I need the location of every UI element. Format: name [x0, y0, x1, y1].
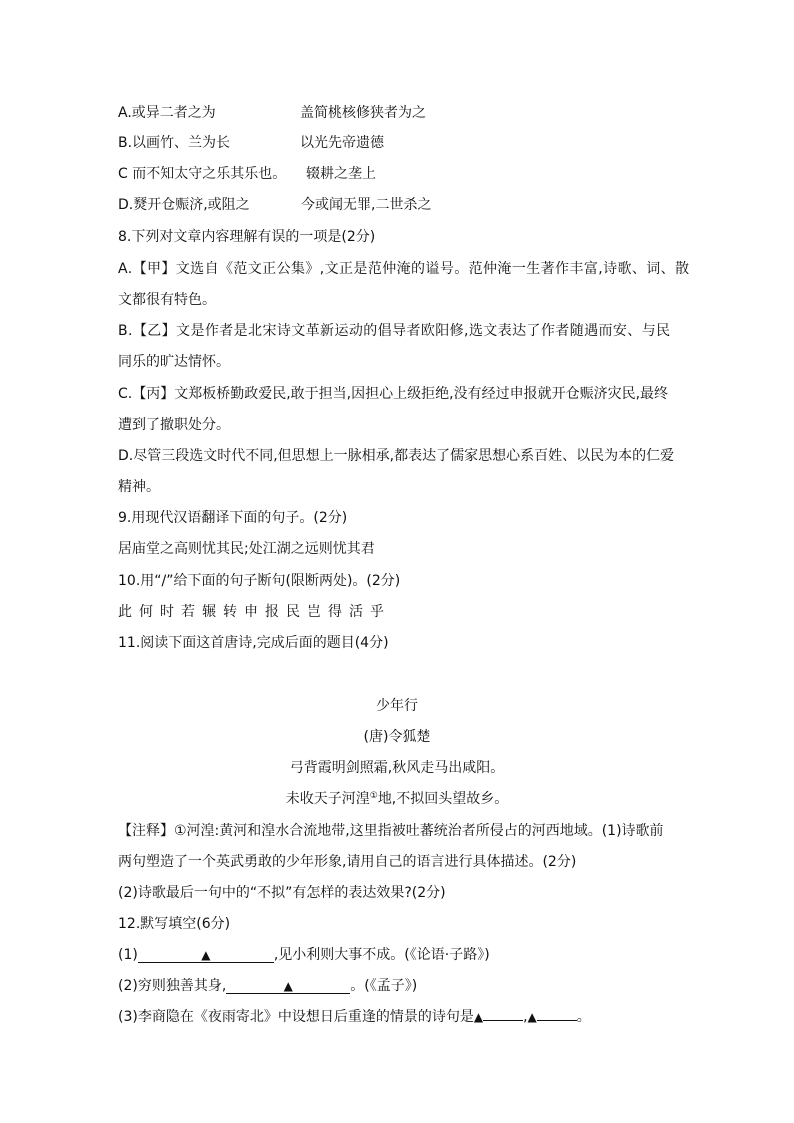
poem-line-2-part-b: 地,不拟回头望故乡。 [377, 791, 509, 807]
q12-line-3-prefix: (3)李商隐在《夜雨寄北》中设想日后重逢的情景的诗句是 [118, 1009, 474, 1025]
q11-subquestion-2: (2)诗歌最后一句中的“不拟”有怎样的表达效果?(2分) [118, 885, 446, 901]
q12-line-1 [118, 946, 490, 964]
q8-option-c-line2: 遭到了撤职处分。 [118, 417, 230, 433]
q7-option-d-left: D.燹开仓赈济,或阻之 [118, 197, 250, 213]
q7-option-d [118, 196, 432, 214]
q7-option-b-left: B.以画竹、兰为长 [118, 135, 231, 151]
poem-author: (唐)令狐楚 [363, 729, 431, 745]
q8-option-d-line2: 精神。 [118, 479, 160, 495]
poem-line-1: 弓背霞明剑照霜,秋风走马出咸阳。 [289, 760, 505, 776]
q7-option-c-right: 辍耕之垄上 [306, 166, 376, 182]
footnote-marker: ① [369, 791, 378, 801]
q9-sentence: 居庙堂之高则忧其民;处江湖之远则忧其君 [118, 541, 375, 557]
q8-stem: 8.下列对文章内容理解有误的一项是(2分) [118, 229, 376, 245]
q8-option-c-line1: C.【丙】文郑板桥勤政爱民,敢于担当,因担心上级拒绝,没有经过申报就开仓赈济灾民,最终 [118, 386, 669, 402]
q10-sentence: 此何时若辗转申报民岂得活乎 [118, 604, 391, 620]
q7-option-a-right: 盖简桃核修狭者为之 [300, 105, 426, 121]
answer-blank-4[interactable] [537, 1020, 577, 1021]
q7-option-a-left: A.或异二者之为 [118, 105, 216, 121]
q8-option-a-line2: 文都很有特色。 [118, 292, 216, 308]
q8-option-b-line1: B.【乙】文是作者是北宋诗文革新运动的倡导者欧阳修,选文表达了作者随遇而安、与民 [118, 323, 671, 339]
poem-line-2 [0, 790, 794, 808]
answer-blank-1[interactable] [138, 948, 274, 963]
q12-line-3-suffix: 。 [576, 1009, 591, 1025]
q8-option-d-line1: D.尽管三段选文时代不同,但思想上一脉相承,都表达了儒家思想心系百姓、以民为本的仁爱 [118, 448, 675, 464]
triangle-marker-icon: ▲ [527, 1010, 537, 1024]
q8-option-a-line1: A.【甲】文选自《范文正公集》,文正是范仲淹的谥号。范仲淹一生著作丰富,诗歌、词、散 [118, 261, 690, 277]
triangle-marker-icon: ▲ [201, 948, 211, 962]
answer-blank-3[interactable] [483, 1020, 523, 1021]
q11-stem: 11.阅读下面这首唐诗,完成后面的题目(4分) [118, 635, 389, 651]
q12-line-3 [118, 1008, 591, 1026]
poem-title: 少年行 [376, 698, 418, 714]
q12-line-2-prefix: (2)穷则独善其身, [118, 978, 227, 994]
q12-line-3-mid: , [523, 1009, 528, 1025]
q10-stem: 10.用“/”给下面的句子断句(限断两处)。(2分) [118, 573, 401, 589]
q7-option-c-left: C 而不知太守之乐其乐也。 [118, 166, 287, 182]
q12-line-1-suffix: ,见小利则大事不成。(《论语·子路》) [273, 947, 490, 963]
q8-option-b-line2: 同乐的旷达情怀。 [118, 354, 230, 370]
answer-blank-2[interactable] [226, 979, 350, 994]
q11-note-line2: 两句塑造了一个英武勇敢的少年形象,请用自己的语言进行具体描述。(2分) [118, 854, 577, 870]
q12-line-1-prefix: (1) [118, 947, 138, 963]
q12-line-2 [118, 977, 417, 995]
triangle-marker-icon: ▲ [283, 979, 293, 993]
q7-option-a [118, 104, 426, 122]
q11-note-line1: 【注释】①河湟:黄河和湟水合流地带,这里指被吐蕃统治者所侵占的河西地域。(1)诗歌前 [118, 823, 664, 839]
triangle-marker-icon: ▲ [473, 1010, 484, 1024]
q7-option-d-right: 今或闻无罪,二世杀之 [301, 197, 432, 213]
poem-line-2-part-a: 未收天子河湟 [285, 791, 370, 807]
q7-option-c [118, 165, 376, 183]
q12-line-2-suffix: 。(《孟子》) [350, 978, 418, 994]
q7-option-b [118, 134, 384, 152]
q7-option-b-right: 以光先帝遗德 [300, 135, 384, 151]
q12-stem: 12.默写填空(6分) [118, 916, 231, 932]
q9-stem: 9.用现代汉语翻译下面的句子。(2分) [118, 510, 348, 526]
